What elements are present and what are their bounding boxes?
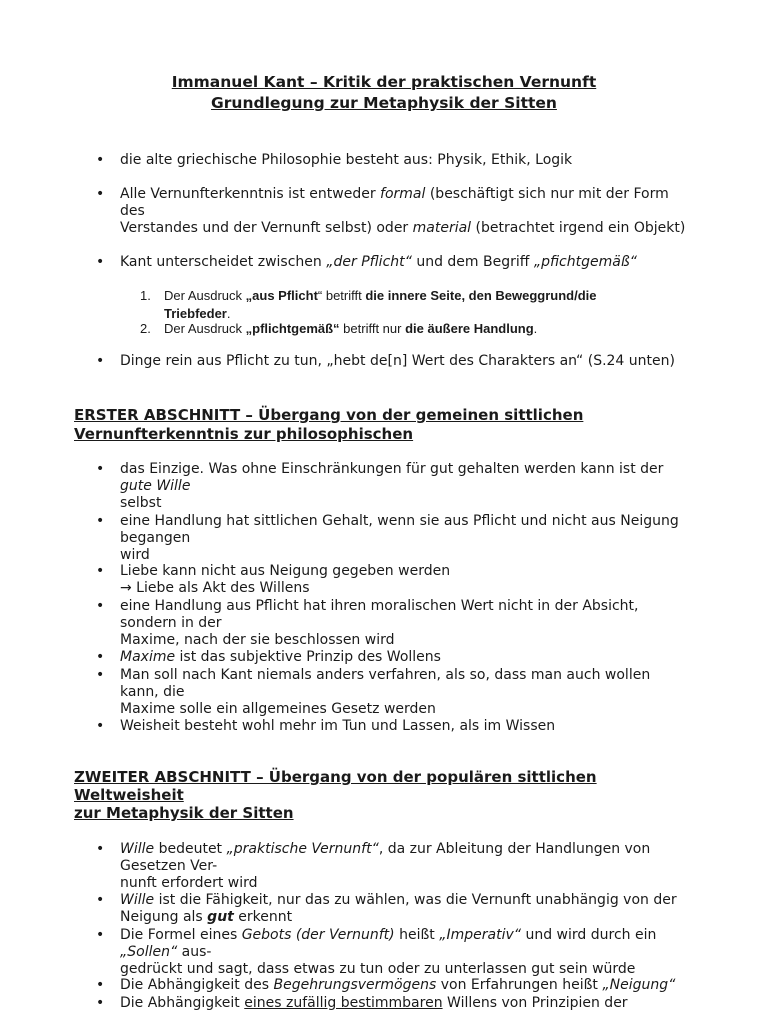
section-heading: ERSTER ABSCHNITT – Übergang von der gemeinen sittlichen xyxy=(74,406,584,424)
numbered-item: Der Ausdruck „pflichtgemäß“ betrifft nur die äußere Handlung. xyxy=(164,321,538,336)
section-heading: zur Metaphysik der Sitten xyxy=(74,804,294,822)
bullet-marker: • xyxy=(96,927,105,943)
bullet-marker: • xyxy=(96,513,105,529)
bullet-marker: • xyxy=(96,718,105,734)
bullet-marker: • xyxy=(96,461,105,477)
bullet-marker: • xyxy=(96,563,105,579)
bullet-marker: • xyxy=(96,841,105,857)
list-item: eine Handlung hat sittlichen Gehalt, wenn sie aus Pflicht und nicht aus Neigung begangen wird xyxy=(120,513,679,563)
list-item: eine Handlung aus Pflicht hat ihren moralischen Wert nicht in der Absicht, sondern in der Maxime, nach der sie beschlossen wird xyxy=(120,598,639,648)
page-subtitle: Grundlegung zur Metaphysik der Sitten xyxy=(211,94,557,112)
section-heading: ZWEITER ABSCHNITT – Übergang von der populären sittlichen xyxy=(74,768,597,786)
list-number: 1. xyxy=(140,288,151,303)
list-item: Man soll nach Kant niemals anders verfahren, als so, dass man auch wollen kann, die Maxime solle ein allgemeines Gesetz werden xyxy=(120,667,651,717)
list-item: Die Abhängigkeit eines zufällig bestimmbaren Willens von Prinzipien der xyxy=(120,995,628,1011)
bullet-marker: • xyxy=(96,977,105,993)
bullet-marker: • xyxy=(96,353,105,369)
list-number: 2. xyxy=(140,321,151,336)
section-heading: Weltweisheit xyxy=(74,786,184,804)
numbered-item: Der Ausdruck „aus Pflicht“ betrifft die innere Seite, den Beweggrund/die Triebfeder. xyxy=(164,288,597,321)
bullet-marker: • xyxy=(96,649,105,665)
list-item: Weisheit besteht wohl mehr im Tun und Lassen, als im Wissen xyxy=(120,718,556,734)
bullet-marker: • xyxy=(96,186,105,202)
list-item: Kant unterscheidet zwischen „der Pflicht“ und dem Begriff „pfichtgemäß“ xyxy=(120,254,637,270)
bullet-marker: • xyxy=(96,667,105,683)
bullet-marker: • xyxy=(96,152,105,168)
list-item: Wille bedeutet „praktische Vernunft“, da zur Ableitung der Handlungen von Gesetzen Ver- nunft erfordert wird xyxy=(120,841,651,891)
list-item: Dinge rein aus Pflicht zu tun, „hebt de[n] Wert des Charakters an“ (S.24 unten) xyxy=(120,353,675,369)
section-heading: Vernunfterkenntnis zur philosophischen xyxy=(74,425,414,443)
list-item: Die Abhängigkeit des Begehrungsvermögens von Erfahrungen heißt „Neigung“ xyxy=(120,977,676,993)
page-title: Immanuel Kant – Kritik der praktischen Vernunft xyxy=(171,73,597,91)
list-item: Die Formel eines Gebots (der Vernunft) heißt „Imperativ“ und wird durch ein „Sollen“ aus- gedrückt und sagt, dass etwas zu tun oder zu unterlassen gut sein würde xyxy=(120,927,657,977)
bullet-marker: • xyxy=(96,995,105,1011)
list-item: Maxime ist das subjektive Prinzip des Wollens xyxy=(120,649,441,665)
bullet-marker: • xyxy=(96,892,105,908)
list-item: Alle Vernunfterkenntnis ist entweder formal (beschäftigt sich nur mit der Form des Verstandes und der Vernunft selbst) oder material (betrachtet irgend ein Objekt) xyxy=(120,186,686,236)
list-item: die alte griechische Philosophie besteht aus: Physik, Ethik, Logik xyxy=(120,152,573,168)
list-item: Wille ist die Fähigkeit, nur das zu wählen, was die Vernunft unabhängig von der Neigung als gut erkennt xyxy=(120,892,677,925)
bullet-marker: • xyxy=(96,598,105,614)
list-item: Liebe kann nicht aus Neigung gegeben werden → Liebe als Akt des Willens xyxy=(120,563,451,596)
bullet-marker: • xyxy=(96,254,105,270)
list-item: das Einzige. Was ohne Einschränkungen für gut gehalten werden kann ist der gute Wille selbst xyxy=(120,461,664,511)
